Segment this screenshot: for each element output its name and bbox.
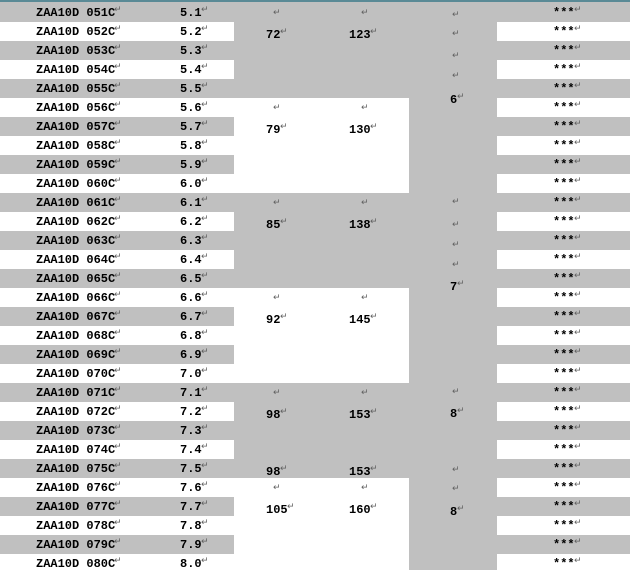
row-code: ZAA10D 057C bbox=[36, 120, 116, 134]
row-code: ZAA10D 066C bbox=[36, 291, 116, 305]
group-count: 6 bbox=[450, 93, 458, 107]
paragraph-mark-icon: ↵ bbox=[114, 423, 122, 433]
row-code: ZAA10D 079C bbox=[36, 538, 116, 552]
row-value: 6.5 bbox=[180, 272, 202, 286]
paragraph-mark-icon: ↵ bbox=[457, 92, 465, 102]
row-value: 6.2 bbox=[180, 215, 202, 229]
paragraph-mark-icon: ↵ bbox=[280, 122, 288, 132]
paragraph-mark-icon: ↵ bbox=[452, 465, 460, 475]
paragraph-mark-icon: ↵ bbox=[201, 138, 209, 148]
paragraph-mark-icon: ↵ bbox=[574, 461, 582, 471]
paragraph-mark-icon: ↵ bbox=[280, 27, 288, 37]
group-count: 8 bbox=[450, 407, 458, 421]
paragraph-mark-icon: ↵ bbox=[114, 309, 122, 319]
paragraph-mark-icon: ↵ bbox=[280, 464, 288, 474]
row-value: 5.3 bbox=[180, 44, 202, 58]
masked-value: *** bbox=[553, 82, 575, 96]
masked-value: *** bbox=[553, 329, 575, 343]
paragraph-mark-icon: ↵ bbox=[201, 309, 209, 319]
paragraph-mark-icon: ↵ bbox=[114, 499, 122, 509]
row-code: ZAA10D 061C bbox=[36, 196, 116, 210]
paragraph-mark-icon: ↵ bbox=[452, 51, 460, 61]
group-value-b: 160 bbox=[349, 503, 371, 517]
masked-value: *** bbox=[553, 481, 575, 495]
row-code: ZAA10D 076C bbox=[36, 481, 116, 495]
masked-value: *** bbox=[553, 405, 575, 419]
paragraph-mark-icon: ↵ bbox=[201, 100, 209, 110]
paragraph-mark-icon: ↵ bbox=[574, 195, 582, 205]
paragraph-mark-icon: ↵ bbox=[574, 480, 582, 490]
paragraph-mark-icon: ↵ bbox=[114, 556, 122, 566]
masked-value: *** bbox=[553, 462, 575, 476]
paragraph-mark-icon: ↵ bbox=[574, 271, 582, 281]
row-code: ZAA10D 056C bbox=[36, 101, 116, 115]
row-value: 7.9 bbox=[180, 538, 202, 552]
paragraph-mark-icon: ↵ bbox=[114, 271, 122, 281]
paragraph-mark-icon: ↵ bbox=[201, 518, 209, 528]
paragraph-mark-icon: ↵ bbox=[574, 81, 582, 91]
group-value-b: 153 bbox=[349, 465, 371, 479]
row-code: ZAA10D 052C bbox=[36, 25, 116, 39]
group-count: 8 bbox=[450, 505, 458, 519]
paragraph-mark-icon: ↵ bbox=[201, 81, 209, 91]
paragraph-mark-icon: ↵ bbox=[574, 62, 582, 72]
group-value-a: 98 bbox=[266, 408, 281, 422]
paragraph-mark-icon: ↵ bbox=[452, 29, 460, 39]
row-value: 8.0 bbox=[180, 557, 202, 571]
row-value: 7.3 bbox=[180, 424, 202, 438]
row-code: ZAA10D 054C bbox=[36, 63, 116, 77]
masked-value: *** bbox=[553, 158, 575, 172]
masked-value: *** bbox=[553, 253, 575, 267]
paragraph-mark-icon: ↵ bbox=[201, 480, 209, 490]
paragraph-mark-icon: ↵ bbox=[574, 556, 582, 566]
paragraph-mark-icon: ↵ bbox=[574, 176, 582, 186]
row-code: ZAA10D 074C bbox=[36, 443, 116, 457]
paragraph-mark-icon: ↵ bbox=[201, 499, 209, 509]
paragraph-mark-icon: ↵ bbox=[574, 290, 582, 300]
masked-value: *** bbox=[553, 348, 575, 362]
masked-value: *** bbox=[553, 310, 575, 324]
masked-value: *** bbox=[553, 557, 575, 571]
paragraph-mark-icon: ↵ bbox=[114, 328, 122, 338]
group-value-a: 92 bbox=[266, 313, 281, 327]
paragraph-mark-icon: ↵ bbox=[574, 214, 582, 224]
group-band bbox=[234, 193, 409, 288]
paragraph-mark-icon: ↵ bbox=[201, 5, 209, 15]
paragraph-mark-icon: ↵ bbox=[574, 347, 582, 357]
row-code: ZAA10D 067C bbox=[36, 310, 116, 324]
masked-value: *** bbox=[553, 215, 575, 229]
row-code: ZAA10D 069C bbox=[36, 348, 116, 362]
paragraph-mark-icon: ↵ bbox=[452, 10, 460, 20]
paragraph-mark-icon: ↵ bbox=[201, 214, 209, 224]
paragraph-mark-icon: ↵ bbox=[201, 119, 209, 129]
paragraph-mark-icon: ↵ bbox=[574, 442, 582, 452]
paragraph-mark-icon: ↵ bbox=[114, 233, 122, 243]
paragraph-mark-icon: ↵ bbox=[201, 442, 209, 452]
row-code: ZAA10D 062C bbox=[36, 215, 116, 229]
paragraph-mark-icon: ↵ bbox=[201, 290, 209, 300]
paragraph-mark-icon: ↵ bbox=[114, 119, 122, 129]
masked-value: *** bbox=[553, 424, 575, 438]
row-value: 5.2 bbox=[180, 25, 202, 39]
paragraph-mark-icon: ↵ bbox=[452, 220, 460, 230]
paragraph-mark-icon: ↵ bbox=[574, 138, 582, 148]
paragraph-mark-icon: ↵ bbox=[114, 442, 122, 452]
paragraph-mark-icon: ↵ bbox=[370, 407, 378, 417]
paragraph-mark-icon: ↵ bbox=[452, 387, 460, 397]
paragraph-mark-icon: ↵ bbox=[370, 122, 378, 132]
paragraph-mark-icon: ↵ bbox=[370, 27, 378, 37]
paragraph-mark-icon: ↵ bbox=[201, 62, 209, 72]
group-value-b: 138 bbox=[349, 218, 371, 232]
paragraph-mark-icon: ↵ bbox=[201, 347, 209, 357]
masked-value: *** bbox=[553, 386, 575, 400]
row-value: 5.4 bbox=[180, 63, 202, 77]
paragraph-mark-icon: ↵ bbox=[201, 157, 209, 167]
group-value-b: 153 bbox=[349, 408, 371, 422]
masked-value: *** bbox=[553, 177, 575, 191]
paragraph-mark-icon: ↵ bbox=[361, 483, 369, 493]
row-code: ZAA10D 051C bbox=[36, 6, 116, 20]
row-value: 6.6 bbox=[180, 291, 202, 305]
row-value: 6.1 bbox=[180, 196, 202, 210]
row-code: ZAA10D 071C bbox=[36, 386, 116, 400]
paragraph-mark-icon: ↵ bbox=[452, 260, 460, 270]
paragraph-mark-icon: ↵ bbox=[201, 461, 209, 471]
paragraph-mark-icon: ↵ bbox=[114, 157, 122, 167]
paragraph-mark-icon: ↵ bbox=[201, 423, 209, 433]
paragraph-mark-icon: ↵ bbox=[114, 366, 122, 376]
paragraph-mark-icon: ↵ bbox=[114, 290, 122, 300]
row-value: 5.9 bbox=[180, 158, 202, 172]
row-code: ZAA10D 064C bbox=[36, 253, 116, 267]
row-code: ZAA10D 073C bbox=[36, 424, 116, 438]
paragraph-mark-icon: ↵ bbox=[201, 233, 209, 243]
paragraph-mark-icon: ↵ bbox=[574, 43, 582, 53]
paragraph-mark-icon: ↵ bbox=[273, 293, 281, 303]
paragraph-mark-icon: ↵ bbox=[574, 100, 582, 110]
paragraph-mark-icon: ↵ bbox=[114, 518, 122, 528]
row-code: ZAA10D 060C bbox=[36, 177, 116, 191]
group-value-a: 105 bbox=[266, 503, 288, 517]
row-code: ZAA10D 059C bbox=[36, 158, 116, 172]
paragraph-mark-icon: ↵ bbox=[574, 24, 582, 34]
paragraph-mark-icon: ↵ bbox=[574, 518, 582, 528]
masked-value: *** bbox=[553, 139, 575, 153]
masked-value: *** bbox=[553, 196, 575, 210]
row-code: ZAA10D 080C bbox=[36, 557, 116, 571]
paragraph-mark-icon: ↵ bbox=[201, 366, 209, 376]
paragraph-mark-icon: ↵ bbox=[273, 483, 281, 493]
group-count: 7 bbox=[450, 280, 458, 294]
paragraph-mark-icon: ↵ bbox=[361, 388, 369, 398]
paragraph-mark-icon: ↵ bbox=[114, 347, 122, 357]
paragraph-mark-icon: ↵ bbox=[201, 328, 209, 338]
paragraph-mark-icon: ↵ bbox=[361, 103, 369, 113]
paragraph-mark-icon: ↵ bbox=[201, 404, 209, 414]
row-code: ZAA10D 077C bbox=[36, 500, 116, 514]
row-code: ZAA10D 078C bbox=[36, 519, 116, 533]
paragraph-mark-icon: ↵ bbox=[370, 464, 378, 474]
row-code: ZAA10D 053C bbox=[36, 44, 116, 58]
row-code: ZAA10D 070C bbox=[36, 367, 116, 381]
paragraph-mark-icon: ↵ bbox=[114, 252, 122, 262]
row-value: 5.1 bbox=[180, 6, 202, 20]
paragraph-mark-icon: ↵ bbox=[114, 5, 122, 15]
masked-value: *** bbox=[553, 519, 575, 533]
masked-value: *** bbox=[553, 500, 575, 514]
paragraph-mark-icon: ↵ bbox=[114, 176, 122, 186]
paragraph-mark-icon: ↵ bbox=[457, 504, 465, 514]
paragraph-mark-icon: ↵ bbox=[114, 138, 122, 148]
paragraph-mark-icon: ↵ bbox=[280, 407, 288, 417]
paragraph-mark-icon: ↵ bbox=[574, 252, 582, 262]
paragraph-mark-icon: ↵ bbox=[201, 537, 209, 547]
paragraph-mark-icon: ↵ bbox=[273, 103, 281, 113]
paragraph-mark-icon: ↵ bbox=[273, 8, 281, 18]
paragraph-mark-icon: ↵ bbox=[114, 43, 122, 53]
row-code: ZAA10D 068C bbox=[36, 329, 116, 343]
row-value: 6.4 bbox=[180, 253, 202, 267]
masked-value: *** bbox=[553, 25, 575, 39]
row-value: 7.1 bbox=[180, 386, 202, 400]
paragraph-mark-icon: ↵ bbox=[287, 502, 295, 512]
row-value: 5.8 bbox=[180, 139, 202, 153]
paragraph-mark-icon: ↵ bbox=[370, 312, 378, 322]
paragraph-mark-icon: ↵ bbox=[452, 484, 460, 494]
group-band bbox=[234, 383, 409, 478]
group-band bbox=[234, 478, 409, 573]
row-value: 6.0 bbox=[180, 177, 202, 191]
group-value-a: 72 bbox=[266, 28, 281, 42]
masked-value: *** bbox=[553, 234, 575, 248]
masked-value: *** bbox=[553, 44, 575, 58]
paragraph-mark-icon: ↵ bbox=[370, 217, 378, 227]
paragraph-mark-icon: ↵ bbox=[361, 198, 369, 208]
paragraph-mark-icon: ↵ bbox=[114, 195, 122, 205]
paragraph-mark-icon: ↵ bbox=[114, 62, 122, 72]
paragraph-mark-icon: ↵ bbox=[361, 8, 369, 18]
paragraph-mark-icon: ↵ bbox=[457, 279, 465, 289]
paragraph-mark-icon: ↵ bbox=[574, 404, 582, 414]
paragraph-mark-icon: ↵ bbox=[574, 499, 582, 509]
paragraph-mark-icon: ↵ bbox=[452, 240, 460, 250]
row-code: ZAA10D 075C bbox=[36, 462, 116, 476]
paragraph-mark-icon: ↵ bbox=[114, 214, 122, 224]
group-value-b: 123 bbox=[349, 28, 371, 42]
row-code: ZAA10D 072C bbox=[36, 405, 116, 419]
paragraph-mark-icon: ↵ bbox=[574, 328, 582, 338]
group-band bbox=[234, 3, 409, 98]
row-code: ZAA10D 065C bbox=[36, 272, 116, 286]
paragraph-mark-icon: ↵ bbox=[452, 197, 460, 207]
paragraph-mark-icon: ↵ bbox=[201, 385, 209, 395]
row-value: 5.5 bbox=[180, 82, 202, 96]
masked-value: *** bbox=[553, 6, 575, 20]
group-value-b: 130 bbox=[349, 123, 371, 137]
paragraph-mark-icon: ↵ bbox=[114, 461, 122, 471]
row-code: ZAA10D 055C bbox=[36, 82, 116, 96]
group-value-b: 145 bbox=[349, 313, 371, 327]
row-value: 7.6 bbox=[180, 481, 202, 495]
paragraph-mark-icon: ↵ bbox=[201, 556, 209, 566]
paragraph-mark-icon: ↵ bbox=[452, 71, 460, 81]
paragraph-mark-icon: ↵ bbox=[114, 24, 122, 34]
row-value: 7.2 bbox=[180, 405, 202, 419]
row-value: 7.4 bbox=[180, 443, 202, 457]
masked-value: *** bbox=[553, 63, 575, 77]
paragraph-mark-icon: ↵ bbox=[114, 100, 122, 110]
masked-value: *** bbox=[553, 272, 575, 286]
paragraph-mark-icon: ↵ bbox=[574, 537, 582, 547]
paragraph-mark-icon: ↵ bbox=[114, 81, 122, 91]
row-value: 7.8 bbox=[180, 519, 202, 533]
row-value: 6.3 bbox=[180, 234, 202, 248]
paragraph-mark-icon: ↵ bbox=[280, 217, 288, 227]
paragraph-mark-icon: ↵ bbox=[114, 480, 122, 490]
paragraph-mark-icon: ↵ bbox=[574, 5, 582, 15]
paragraph-mark-icon: ↵ bbox=[114, 537, 122, 547]
group-value-a: 98 bbox=[266, 465, 281, 479]
paragraph-mark-icon: ↵ bbox=[280, 312, 288, 322]
paragraph-mark-icon: ↵ bbox=[574, 423, 582, 433]
paragraph-mark-icon: ↵ bbox=[201, 195, 209, 205]
row-value: 5.6 bbox=[180, 101, 202, 115]
row-value: 7.7 bbox=[180, 500, 202, 514]
row-value: 7.5 bbox=[180, 462, 202, 476]
row-code: ZAA10D 063C bbox=[36, 234, 116, 248]
paragraph-mark-icon: ↵ bbox=[201, 271, 209, 281]
group-band bbox=[234, 288, 409, 383]
paragraph-mark-icon: ↵ bbox=[574, 233, 582, 243]
masked-value: *** bbox=[553, 367, 575, 381]
paragraph-mark-icon: ↵ bbox=[457, 406, 465, 416]
paragraph-mark-icon: ↵ bbox=[201, 24, 209, 34]
paragraph-mark-icon: ↵ bbox=[574, 366, 582, 376]
paragraph-mark-icon: ↵ bbox=[273, 388, 281, 398]
paragraph-mark-icon: ↵ bbox=[574, 157, 582, 167]
row-value: 6.8 bbox=[180, 329, 202, 343]
paragraph-mark-icon: ↵ bbox=[114, 404, 122, 414]
group-band bbox=[234, 98, 409, 193]
row-value: 5.7 bbox=[180, 120, 202, 134]
paragraph-mark-icon: ↵ bbox=[370, 502, 378, 512]
paragraph-mark-icon: ↵ bbox=[201, 43, 209, 53]
paragraph-mark-icon: ↵ bbox=[361, 293, 369, 303]
row-value: 6.9 bbox=[180, 348, 202, 362]
row-value: 7.0 bbox=[180, 367, 202, 381]
masked-value: *** bbox=[553, 443, 575, 457]
paragraph-mark-icon: ↵ bbox=[273, 198, 281, 208]
masked-value: *** bbox=[553, 120, 575, 134]
masked-value: *** bbox=[553, 538, 575, 552]
group-value-a: 85 bbox=[266, 218, 281, 232]
paragraph-mark-icon: ↵ bbox=[201, 176, 209, 186]
row-code: ZAA10D 058C bbox=[36, 139, 116, 153]
row-value: 6.7 bbox=[180, 310, 202, 324]
group-value-a: 79 bbox=[266, 123, 281, 137]
paragraph-mark-icon: ↵ bbox=[574, 309, 582, 319]
paragraph-mark-icon: ↵ bbox=[574, 385, 582, 395]
paragraph-mark-icon: ↵ bbox=[114, 385, 122, 395]
paragraph-mark-icon: ↵ bbox=[574, 119, 582, 129]
masked-value: *** bbox=[553, 101, 575, 115]
paragraph-mark-icon: ↵ bbox=[201, 252, 209, 262]
masked-value: *** bbox=[553, 291, 575, 305]
